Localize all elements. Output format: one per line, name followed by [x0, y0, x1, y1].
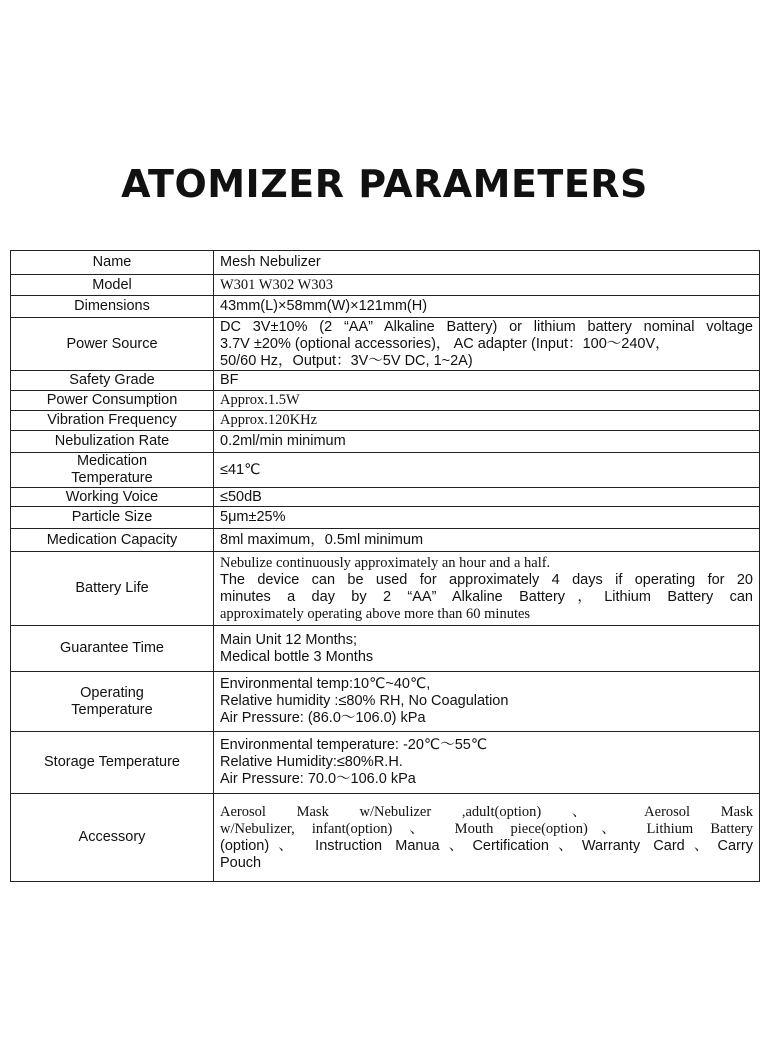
table-row [11, 794, 760, 882]
row-value: 5μm±25% [214, 507, 760, 529]
row-value: 0.2ml/min minimum [214, 431, 760, 453]
row-label: Working Voice [11, 488, 214, 507]
row-label: Medication Capacity [11, 529, 214, 552]
value-line: (option)、 Instruction Manua、Certification、Warranty Card、Carry [220, 837, 753, 854]
row-value [214, 552, 760, 626]
table-row [11, 431, 760, 453]
value-line: Pouch [220, 854, 262, 871]
value-line: minutes a day by 2 “AA” Alkaline Battery，Lithium Battery can [220, 588, 753, 605]
value-line: Environmental temp:10℃~40℃, [220, 676, 431, 692]
row-label: Vibration Frequency [11, 411, 214, 431]
row-label: Safety Grade [11, 371, 214, 391]
table-row [11, 672, 760, 732]
row-value [214, 794, 760, 882]
value-line: Relative Humidity:≤80%R.H. [220, 754, 403, 770]
table-row [11, 488, 760, 507]
label-line: Temperature [71, 701, 153, 718]
value-line: approximately operating above more than 60 minutes [220, 605, 531, 622]
value-line: Medical bottle 3 Months [220, 648, 374, 665]
value-line: 50/60 Hz，Output：3V～5V DC, 1~2A) [220, 352, 473, 369]
table-row [11, 529, 760, 552]
value-line: w/Nebulizer, infant(option) 、 Mouth piece(option)、 Lithium Battery [220, 820, 753, 837]
table-row [11, 411, 760, 431]
row-label [11, 453, 214, 488]
table-row [11, 552, 760, 626]
row-value [214, 732, 760, 794]
value-line: Environmental temperature: -20℃～55℃ [220, 737, 488, 753]
row-label: Power Consumption [11, 391, 214, 411]
row-label: Name [11, 251, 214, 275]
table-row [11, 251, 760, 275]
row-value: 43mm(L)×58mm(W)×121mm(H) [214, 296, 760, 318]
label-line: Operating [80, 684, 144, 701]
row-label: Storage Temperature [11, 732, 214, 794]
table-row [11, 318, 760, 371]
row-value: Mesh Nebulizer [214, 251, 760, 275]
row-value: ≤41℃ [214, 453, 760, 488]
row-label: Guarantee Time [11, 626, 214, 672]
row-label: Dimensions [11, 296, 214, 318]
label-line: Temperature [71, 470, 153, 486]
row-value [214, 626, 760, 672]
value-line: Nebulize continuously approximately an hour and a half. [220, 554, 551, 571]
table-row [11, 371, 760, 391]
table-row [11, 453, 760, 488]
value-line: Air Pressure: 70.0～106.0 kPa [220, 771, 416, 787]
table-row [11, 732, 760, 794]
parameters-table [10, 250, 760, 882]
table-row [11, 275, 760, 296]
label-line: Medication [76, 453, 148, 469]
row-value [214, 318, 760, 371]
row-label [11, 672, 214, 732]
row-label: Nebulization Rate [11, 431, 214, 453]
row-value: Approx.1.5W [214, 391, 760, 411]
row-label: Particle Size [11, 507, 214, 529]
value-line: DC 3V±10% (2 “AA” Alkaline Battery) or lithium battery nominal voltage [220, 318, 753, 335]
value-line: Aerosol Mask w/Nebulizer ,adult(option) 、 Aerosol Mask [220, 803, 753, 820]
row-value: W301 W302 W303 [214, 275, 760, 296]
row-value: ≤50dB [214, 488, 760, 507]
page-title: ATOMIZER PARAMETERS [121, 162, 648, 206]
table-row [11, 507, 760, 529]
row-value: BF [214, 371, 760, 391]
row-label: Battery Life [11, 552, 214, 626]
value-line: 3.7V ±20% (optional accessories)， AC adapter (Input：100～240V， [220, 335, 670, 352]
table-row [11, 391, 760, 411]
row-label: Model [11, 275, 214, 296]
row-value: 8ml maximum，0.5ml minimum [214, 529, 760, 552]
row-value [214, 672, 760, 732]
row-label: Accessory [11, 794, 214, 882]
value-line: Relative humidity :≤80% RH, No Coagulation [220, 693, 509, 709]
row-label: Power Source [11, 318, 214, 371]
table-row [11, 626, 760, 672]
value-line: The device can be used for approximately 4 days if operating for 20 [220, 571, 753, 588]
row-value: Approx.120KHz [214, 411, 760, 431]
table-row [11, 296, 760, 318]
value-line: Main Unit 12 Months; [220, 631, 358, 648]
value-line: Air Pressure: (86.0～106.0) kPa [220, 710, 426, 726]
